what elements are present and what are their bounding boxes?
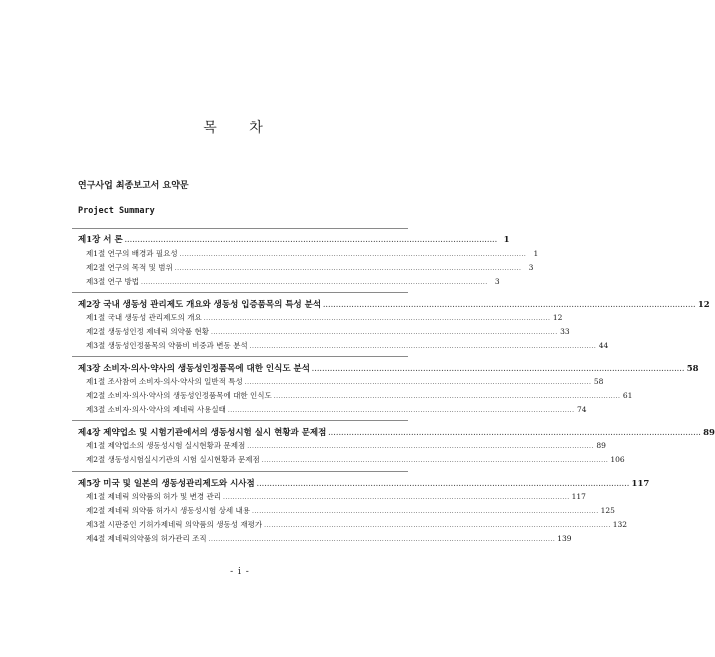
chapter-label: 제3장 소비자·의사·약사의 생동성인정품목에 대한 인식도 분석 [78, 364, 310, 374]
section-label: 제2절 소비자·의사·약사의 생동성인정품목에 대한 인식도 [86, 391, 272, 400]
toc-section-row[interactable] [78, 519, 628, 531]
summary-kr[interactable]: 연구사업 최종보고서 요약문 [78, 181, 189, 191]
section-page: 106 [610, 455, 625, 464]
section-label: 제1절 조사참여 소비자·의사·약사의 일반적 특성 [86, 377, 243, 386]
section-label: 제1절 국내 생동성 관리제도의 개요 [86, 313, 202, 322]
toc-section-row[interactable] [78, 505, 615, 517]
chapter-label: 제1장 서 론 [78, 235, 123, 245]
section-page: 125 [600, 506, 615, 515]
section-label: 제2절 생동성시험실시기관의 시험 실시현황과 문제점 [86, 455, 260, 464]
toc-section-row[interactable] [78, 440, 606, 452]
chapter-label: 제5장 미국 및 일본의 생동성관리제도와 시사점 [78, 479, 255, 489]
chapter-label: 제2장 국내 생동성 관리제도 개요와 생동성 입증품목의 특성 분석 [78, 300, 322, 310]
toc-section-row[interactable] [78, 276, 500, 288]
section-page: 132 [612, 520, 628, 529]
toc-section-row[interactable] [78, 248, 539, 260]
section-page: 117 [571, 492, 586, 501]
page-title: 목 차 [203, 120, 277, 136]
dot-leader: ................................................................................................................................................ [311, 366, 685, 373]
dot-leader: ................................................................................................................................................ [210, 329, 558, 336]
toc-chapter-row[interactable] [78, 362, 699, 374]
dot-leader: ................................................................................................................................................ [179, 251, 527, 258]
section-label: 제2절 생동성인정 제네릭 의약품 현황 [86, 327, 209, 336]
dot-leader: ................................................................................................................................................ [174, 265, 522, 272]
dot-leader: ................................................................................................................................................ [261, 457, 609, 464]
section-page: 1 [533, 249, 539, 258]
section-page: 3 [528, 263, 534, 272]
dot-leader: ................................................................................................................................................ [203, 315, 551, 322]
dot-leader: ................................................................................................................................................ [251, 508, 599, 515]
section-label: 제1절 제약업소의 생동성시험 실시현황과 문제점 [86, 441, 246, 450]
toc-divider [72, 292, 408, 293]
toc-chapter-row[interactable] [78, 477, 650, 489]
toc-section-row[interactable] [78, 376, 604, 388]
dot-leader: ................................................................................................................................................ [124, 237, 498, 244]
toc-divider [72, 228, 408, 229]
dot-leader: ................................................................................................................................................ [273, 393, 621, 400]
chapter-page: 89 [703, 428, 715, 438]
section-page: 61 [622, 391, 633, 400]
dot-leader: ................................................................................................................................................ [264, 522, 611, 529]
chapter-page: 58 [686, 364, 699, 374]
section-label: 제4절 제네릭의약품의 허가관리 조직 [86, 534, 207, 543]
dot-leader: ................................................................................................................................................ [249, 343, 597, 350]
dot-leader: ................................................................................................................................................ [323, 302, 696, 309]
toc-section-row[interactable] [78, 340, 609, 352]
toc-section-row[interactable] [78, 491, 586, 503]
dot-leader: ................................................................................................................................................ [247, 443, 594, 450]
section-page: 33 [560, 327, 570, 336]
dot-leader: ................................................................................................................................................ [227, 407, 575, 414]
toc-chapter-row[interactable] [78, 298, 710, 310]
toc-section-row[interactable] [78, 533, 572, 545]
section-page: 89 [596, 441, 606, 450]
toc-section-row[interactable] [78, 262, 534, 274]
chapter-label: 제4장 제약업소 및 시험기관에서의 생동성시험 실시 현황과 문제점 [78, 428, 327, 438]
toc-divider [72, 356, 408, 357]
toc-section-row[interactable] [78, 454, 625, 466]
dot-leader: ................................................................................................................................................ [223, 494, 570, 501]
toc-divider [72, 420, 408, 421]
section-label: 제1절 제네릭 의약품의 허가 및 변경 관리 [86, 492, 221, 501]
toc-section-row[interactable] [78, 390, 633, 402]
section-label: 제3절 소비자·의사·약사의 제네릭 사용실태 [86, 405, 226, 414]
section-label: 제1절 연구의 배경과 필요성 [86, 249, 178, 258]
dot-leader: ................................................................................................................................................ [256, 481, 630, 488]
dot-leader: ................................................................................................................................................ [141, 279, 488, 286]
chapter-page: 117 [631, 479, 650, 489]
toc-divider [72, 471, 408, 472]
dot-leader: ................................................................................................................................................ [328, 430, 702, 437]
section-label: 제3절 시판중인 기허가제네릭 의약품의 생동성 재평가 [86, 520, 263, 529]
section-page: 58 [593, 377, 604, 386]
summary-en[interactable]: Project Summary [78, 206, 155, 216]
section-label: 제3절 연구 방법 [86, 277, 140, 286]
section-label: 제2절 제네릭 의약품 허가시 생동성시험 상세 내용 [86, 506, 250, 515]
chapter-page: 12 [697, 300, 710, 310]
page-number-footer: - i - [230, 567, 250, 577]
toc-chapter-row[interactable] [78, 426, 715, 438]
toc-chapter-row[interactable] [78, 233, 510, 245]
dot-leader: ................................................................................................................................................ [208, 536, 556, 543]
section-page: 12 [552, 313, 563, 322]
section-page: 44 [598, 341, 609, 350]
dot-leader: ................................................................................................................................................ [244, 379, 592, 386]
chapter-page: 1 [503, 235, 510, 245]
toc-section-row[interactable] [78, 404, 587, 416]
toc-section-row[interactable] [78, 312, 563, 324]
section-page: 139 [557, 534, 572, 543]
section-page: 3 [494, 277, 500, 286]
section-page: 74 [576, 405, 587, 414]
section-label: 제3절 생동성인정품목의 약품비 비중과 변동 분석 [86, 341, 248, 350]
toc-section-row[interactable] [78, 326, 570, 338]
section-label: 제2절 연구의 목적 및 범위 [86, 263, 173, 272]
